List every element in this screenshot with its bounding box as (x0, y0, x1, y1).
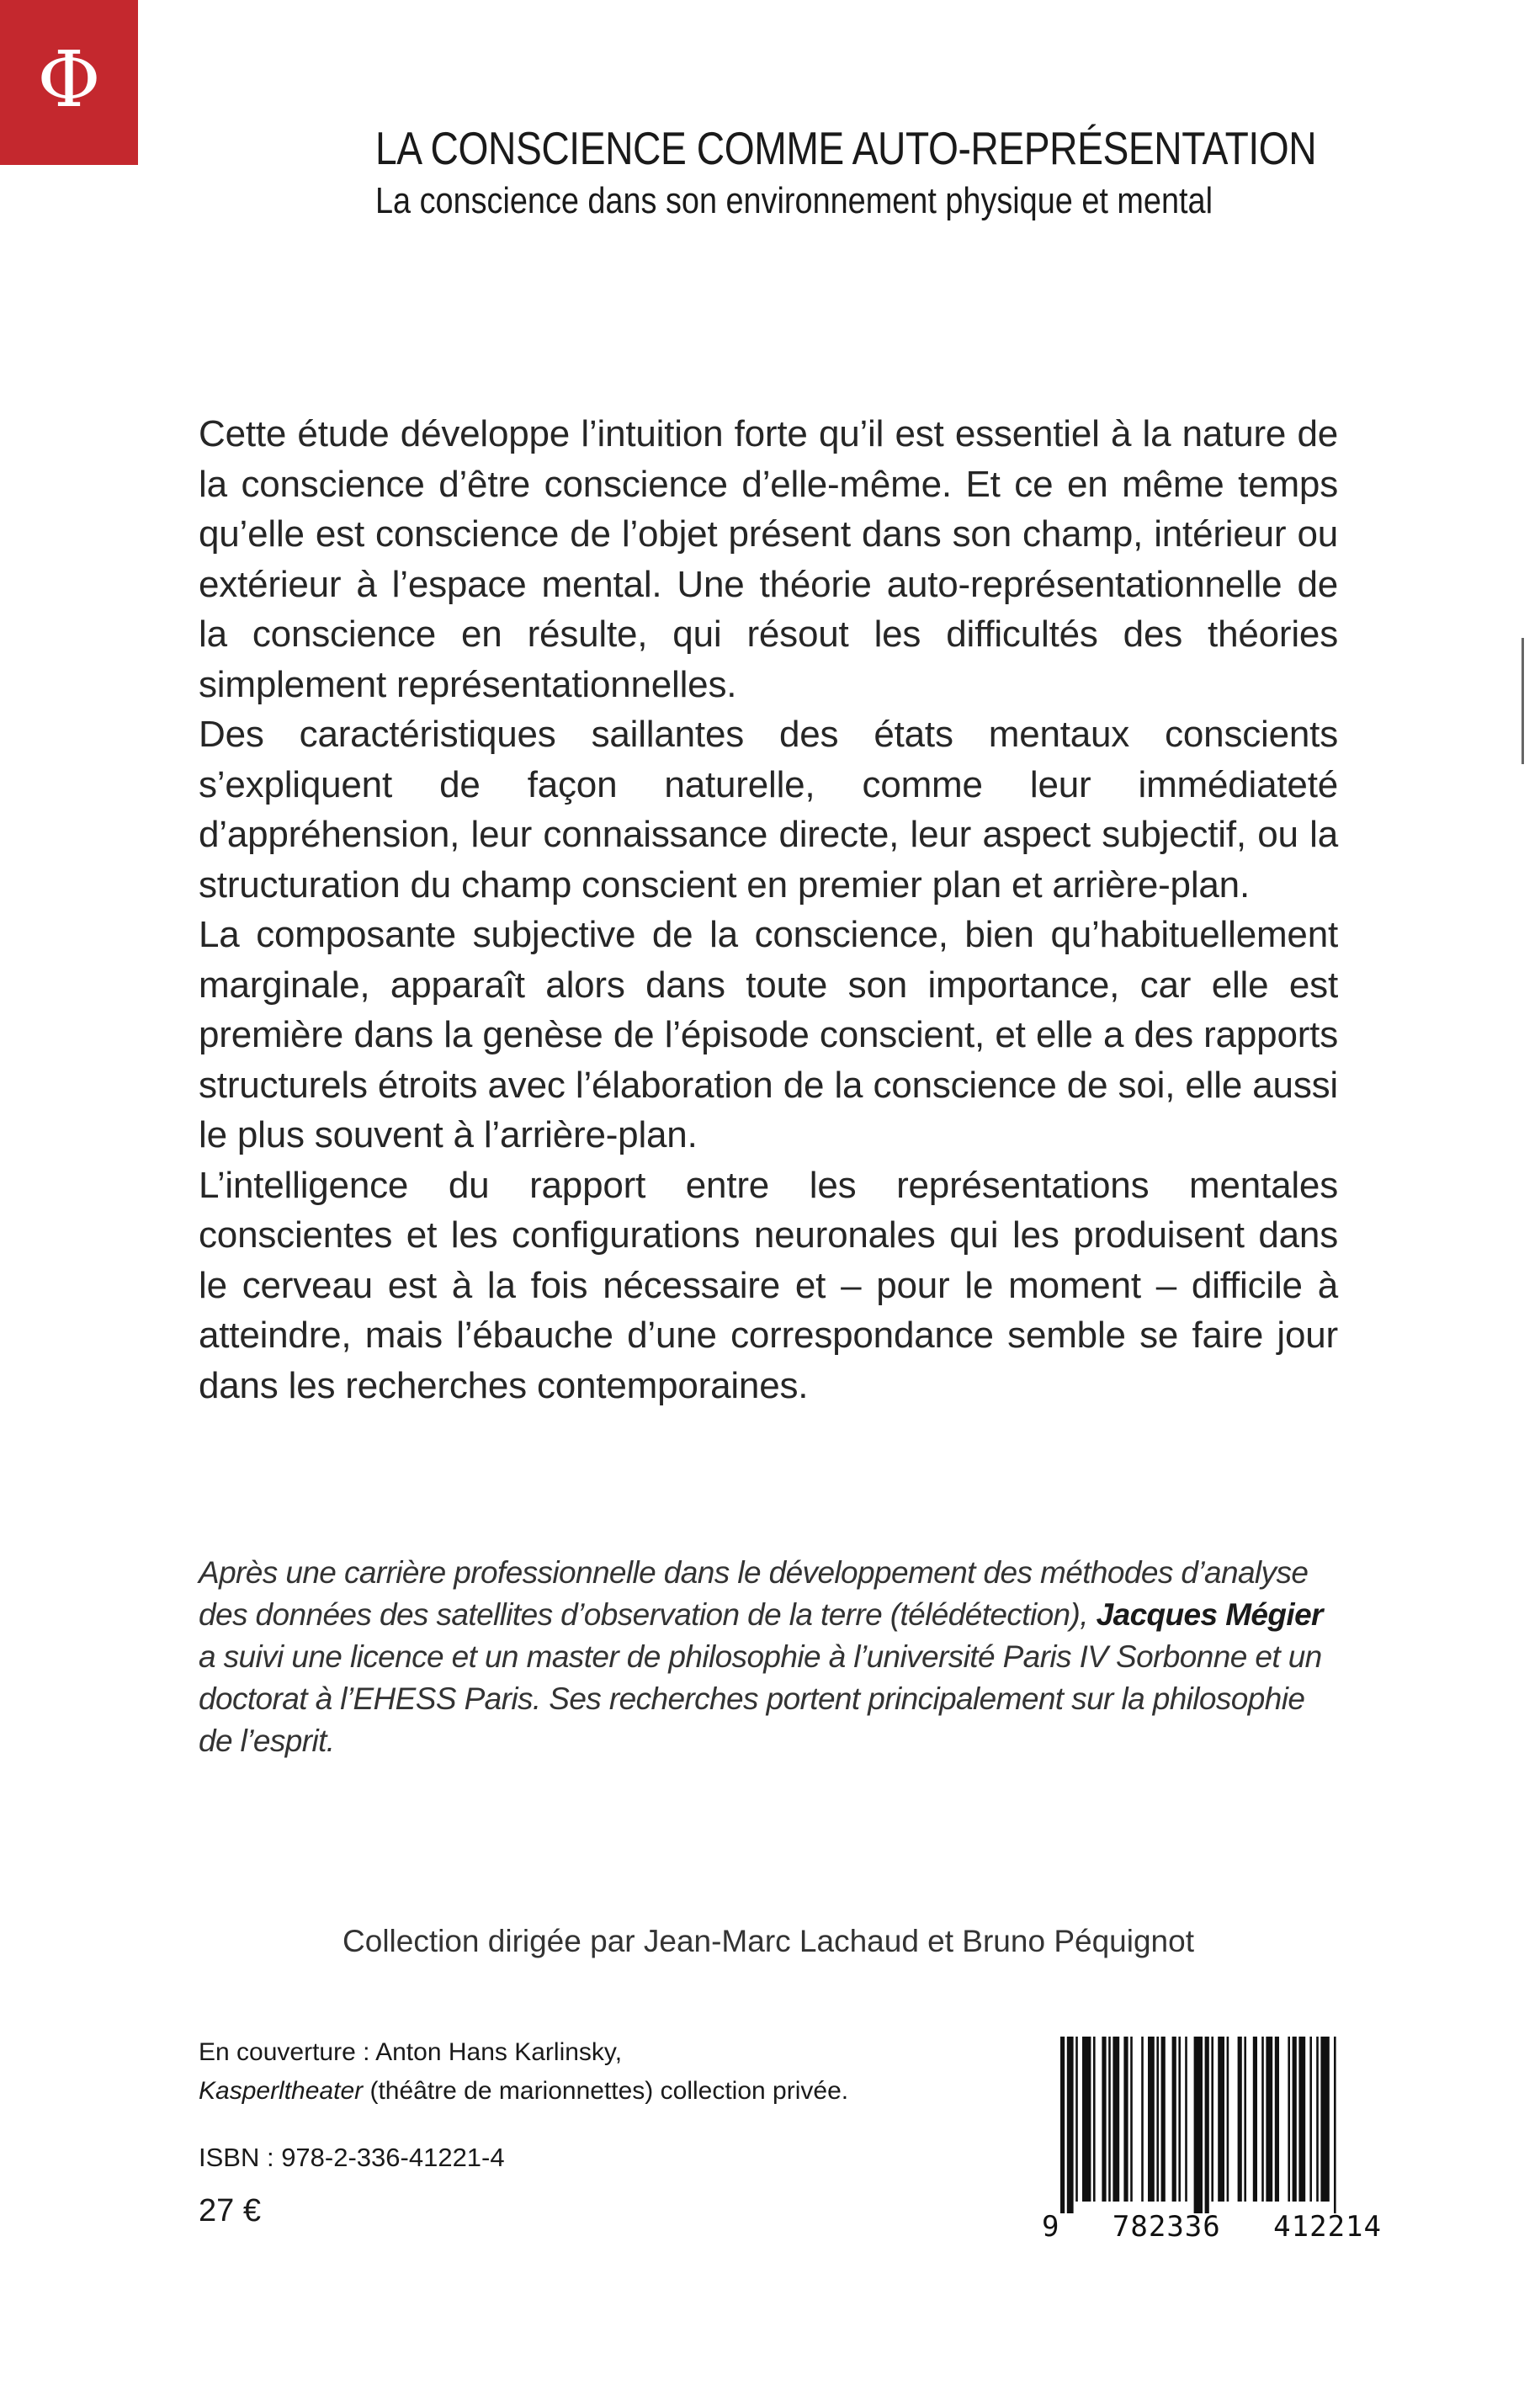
cover-credit-line-2 (199, 2072, 1040, 2111)
spine-edge-mark (1521, 638, 1524, 764)
barcode-digit-group: 412214 (1273, 2210, 1382, 2244)
phi-logo-icon: Φ (37, 35, 101, 125)
barcode-bar (1211, 2037, 1213, 2202)
barcode-bar (1320, 2037, 1329, 2202)
barcode-digits (1042, 2210, 1382, 2244)
artwork-description: (théâtre de marionnettes) collection privée. (363, 2077, 849, 2105)
barcode-bar (1082, 2037, 1091, 2202)
barcode-bar (1334, 2037, 1336, 2213)
barcode-bar (1298, 2037, 1305, 2202)
barcode-digit-group: 782336 (1112, 2210, 1221, 2244)
barcode-bar (1123, 2037, 1128, 2202)
barcode-bar (1156, 2037, 1159, 2202)
author-bio-start: Après une carrière professionnelle dans le développement des méthodes d’analyse des données des satellites d’observation de la terre (télédétection), (199, 1555, 1309, 1632)
barcode-bar (1218, 2037, 1224, 2202)
back-cover-blurb (199, 409, 1338, 1410)
barcode-digit-group: 9 (1042, 2210, 1060, 2244)
barcode-bar (1316, 2037, 1319, 2202)
barcode-bar (1261, 2037, 1264, 2202)
barcode-bar (1194, 2037, 1203, 2213)
cover-credit (199, 2033, 1040, 2111)
artwork-title: Kasperltheater (199, 2077, 364, 2105)
blurb-paragraph: La composante subjective de la conscience, bien qu’habituellement marginale, apparaît alors dans toute son importance, car elle est première dans la genèse de l’épisode conscient, et elle a des rapports structurels étroits avec l’élaboration de la conscience de soi, elle aussi le plus souvent à l’arrière-plan. (199, 914, 1338, 1155)
barcode-bar (1244, 2037, 1246, 2202)
barcode-bar (1060, 2037, 1065, 2213)
cover-credit-line-1: En couverture : Anton Hans Karlinsky, (199, 2038, 623, 2066)
barcode-bar (1102, 2037, 1106, 2202)
barcode-bar (1093, 2037, 1096, 2202)
barcode-bar (1205, 2037, 1209, 2213)
price: 27 € (199, 2193, 261, 2228)
barcode-bar (1178, 2037, 1181, 2202)
blurb-paragraph: L’intelligence du rapport entre les représentations mentales conscientes et les configurations neuronales qui les produisent dans le cerveau est à la fois nécessaire et – pour le moment – difficile à atteindre, mais l’ébauche d’une correspondance semble se faire jour dans les recherches contemporaines. (199, 1164, 1338, 1406)
author-name: Jacques Mégier (1096, 1597, 1323, 1632)
barcode-bar (1253, 2037, 1257, 2202)
barcode-bar (1141, 2037, 1144, 2202)
barcode-bar (1185, 2037, 1187, 2202)
barcode-bar (1227, 2037, 1229, 2202)
barcode-bars-icon (1042, 2037, 1382, 2213)
barcode-bar (1130, 2037, 1133, 2202)
blurb-paragraph: Cette étude développe l’intuition forte qu’il est essentiel à la nature de la conscience d’être conscience d’elle-même. Et ce en même temps qu’elle est conscience de l’objet présent dans son champ, intérieur ou extérieur à l’espace mental. Une théorie auto-représentationnelle de la conscience en résulte, qui résout les difficultés des théories simplement représentationnelles. (199, 413, 1338, 705)
barcode-bar (1108, 2037, 1111, 2202)
barcode-bar (1161, 2037, 1166, 2202)
barcode-bar (1172, 2037, 1176, 2202)
isbn: ISBN : 978-2-336-41221-4 (199, 2143, 505, 2172)
barcode-bar (1288, 2037, 1290, 2202)
barcode (1042, 2037, 1382, 2243)
barcode-bar (1067, 2037, 1074, 2213)
barcode-bar (1275, 2037, 1279, 2202)
barcode-bar (1075, 2037, 1078, 2202)
barcode-bar (1238, 2037, 1242, 2202)
author-bio (199, 1552, 1338, 1762)
book-title: LA CONSCIENCE COMME AUTO-REPRÉSENTATION (375, 122, 1317, 174)
barcode-bar (1148, 2037, 1155, 2202)
publisher-logo (0, 0, 138, 165)
barcode-bar (1113, 2037, 1119, 2202)
author-bio-end: a suivi une licence et un master de philosophie à l’université Paris IV Sorbonne et un doctorat à l’EHESS Paris. Ses recherches portent principalement sur la philosophie de l’esprit. (199, 1639, 1322, 1758)
collection-note: Collection dirigée par Jean-Marc Lachaud et Bruno Péquignot (343, 1924, 1194, 1958)
book-subtitle: La conscience dans son environnement physique et mental (375, 180, 1213, 221)
blurb-paragraph: Des caractéristiques saillantes des états mentaux conscients s’expliquent de façon naturelle, comme leur immédiateté d’appréhension, leur connaissance directe, leur aspect subjectif, ou la structuration du champ conscient en premier plan et arrière-plan. (199, 714, 1338, 906)
barcode-bar (1309, 2037, 1312, 2202)
barcode-bar (1266, 2037, 1272, 2202)
barcode-bar (1293, 2037, 1297, 2202)
